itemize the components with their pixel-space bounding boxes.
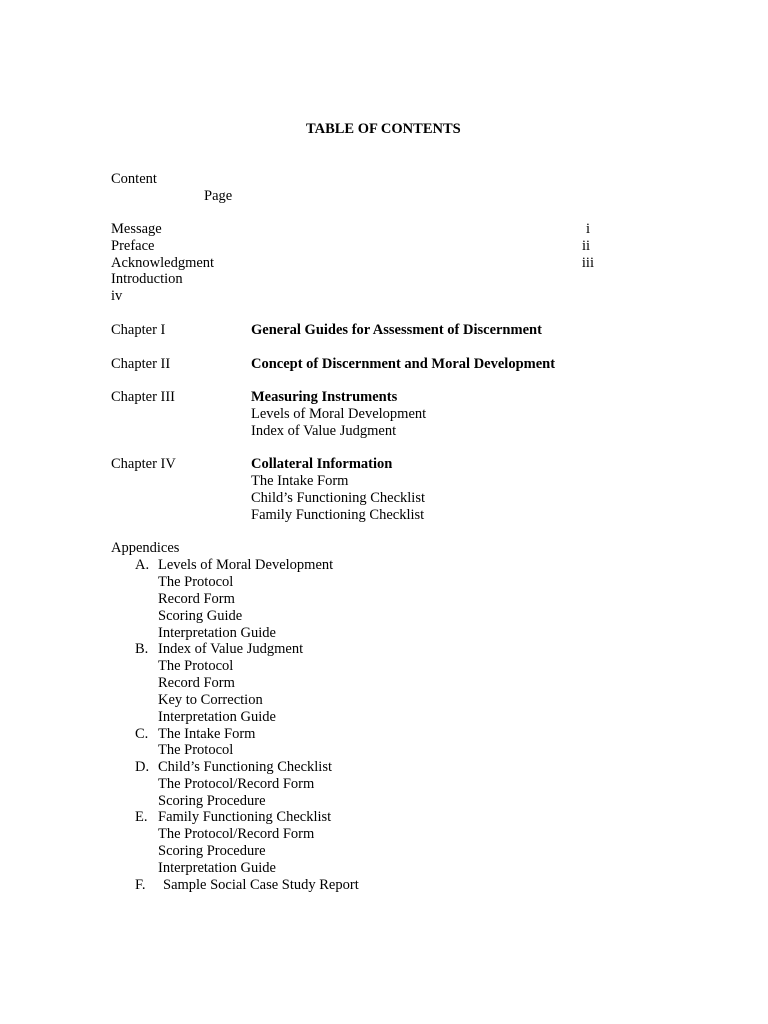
appendix-title-b: Index of Value Judgment <box>158 641 304 657</box>
chapter-4-item: The Intake Form <box>251 473 349 489</box>
appendix-subitem: Record Form <box>158 675 235 691</box>
appendix-letter-a: A. <box>135 557 150 573</box>
toc-page-acknowledgment: iii <box>581 255 594 271</box>
toc-entry-message: Message <box>111 221 162 237</box>
appendix-title-e: Family Functioning Checklist <box>158 809 332 825</box>
appendix-title-c: The Intake Form <box>158 726 256 742</box>
appendix-letter-e: E. <box>135 809 148 825</box>
appendix-subitem: Scoring Procedure <box>158 843 266 859</box>
toc-entry-introduction: Introduction <box>111 271 183 287</box>
chapter-title-4: Collateral Information <box>251 456 393 472</box>
chapter-title-3: Measuring Instruments <box>251 389 398 405</box>
appendix-subitem: Record Form <box>158 591 235 607</box>
chapter-label-1: Chapter I <box>111 322 166 338</box>
appendix-letter-f: F. <box>135 877 146 893</box>
appendix-subitem: Interpretation Guide <box>158 860 276 876</box>
appendix-subitem: Interpretation Guide <box>158 625 276 641</box>
content-column-label: Content <box>111 171 157 187</box>
appendix-letter-b: B. <box>135 641 149 657</box>
page-column-label: Page <box>204 188 233 204</box>
appendix-title-f: Sample Social Case Study Report <box>163 877 359 893</box>
appendix-subitem: Scoring Guide <box>158 608 243 624</box>
appendix-letter-d: D. <box>135 759 150 775</box>
chapter-4-item: Child’s Functioning Checklist <box>251 490 426 506</box>
appendix-subitem: Scoring Procedure <box>158 793 266 809</box>
appendix-subitem: The Protocol <box>158 742 234 758</box>
chapter-3-item: Levels of Moral Development <box>251 406 427 422</box>
chapter-label-3: Chapter III <box>111 389 176 405</box>
appendix-subitem: The Protocol <box>158 574 234 590</box>
chapter-title-2: Concept of Discernment and Moral Development <box>251 356 556 372</box>
appendices-heading: Appendices <box>111 540 180 556</box>
appendix-title-d: Child’s Functioning Checklist <box>158 759 333 775</box>
appendix-title-a: Levels of Moral Development <box>158 557 334 573</box>
appendix-subitem: The Protocol <box>158 658 234 674</box>
toc-page-preface: ii <box>581 238 590 254</box>
chapter-label-2: Chapter II <box>111 356 171 372</box>
chapter-label-4: Chapter IV <box>111 456 176 472</box>
page-title: TABLE OF CONTENTS <box>306 121 461 137</box>
chapter-3-item: Index of Value Judgment <box>251 423 397 439</box>
chapter-title-1: General Guides for Assessment of Discernment <box>251 322 542 338</box>
appendix-letter-c: C. <box>135 726 149 742</box>
toc-page-message: i <box>585 221 590 237</box>
toc-entry-acknowledgment: Acknowledgment <box>111 255 215 271</box>
toc-page-introduction: iv <box>111 288 123 304</box>
appendix-subitem: The Protocol/Record Form <box>158 776 315 792</box>
toc-entry-preface: Preface <box>111 238 155 254</box>
chapter-4-item: Family Functioning Checklist <box>251 507 425 523</box>
appendix-subitem: Interpretation Guide <box>158 709 276 725</box>
appendix-subitem: Key to Correction <box>158 692 263 708</box>
appendix-subitem: The Protocol/Record Form <box>158 826 315 842</box>
